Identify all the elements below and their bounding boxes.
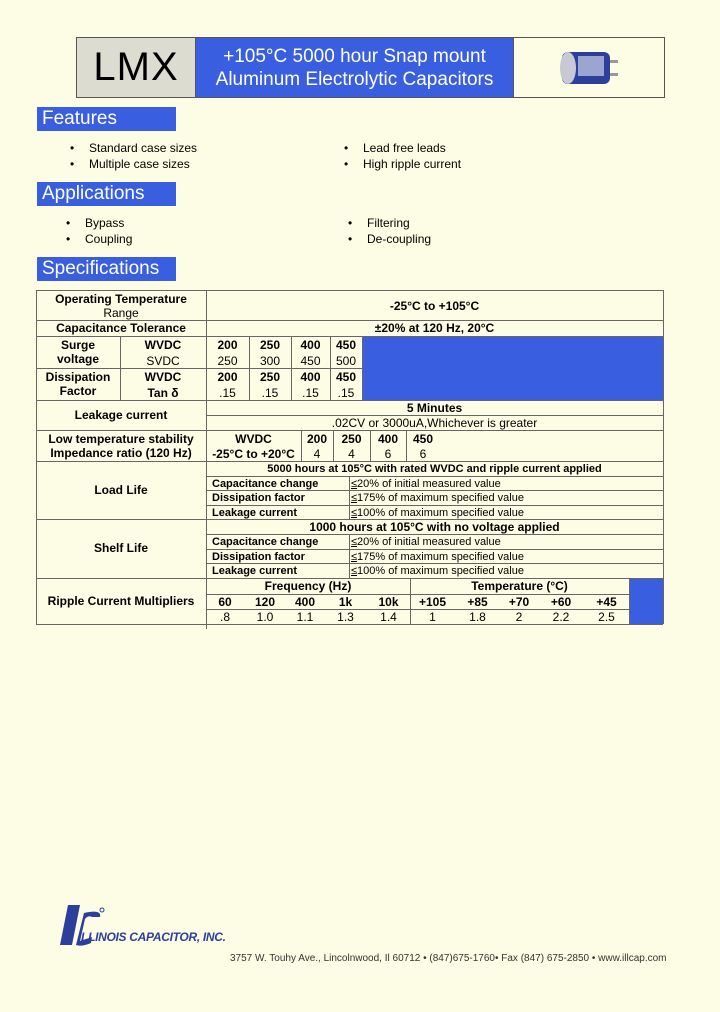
lowtemp-wvdc-label: WVDC [235,432,272,446]
model-name: LMX [77,38,196,97]
feature-item: • Lead free leads [344,141,446,155]
application-item: • Coupling [66,232,133,246]
load-life-row-label: Dissipation factor [212,492,305,504]
blue-fill [629,579,663,624]
blue-fill [362,336,663,400]
surge-wvdc-cell: 200 [217,338,238,352]
op-temp-value: -25°C to +105°C [389,299,480,313]
ripple-col-head: +105 [418,595,447,609]
lowtemp-volt-cell: 400 [377,432,399,446]
load-life-row-label: Leakage current [212,507,297,519]
surge-svdc-cell: 300 [259,354,281,368]
ripple-col-head: +45 [596,595,617,609]
load-life-row-value: ≤100% of maximum specified value [351,507,524,519]
header-banner [76,37,665,98]
df-tan-cell: .15 [261,386,279,400]
ripple-col-value: 2.5 [598,610,615,624]
lowtemp-ratio-cell: 4 [313,447,321,461]
surge-svdc-cell: 450 [300,354,321,368]
load-life-row-label: Capacitance change [212,478,319,490]
shelf-life-row-value: ≤100% of maximum specified value [351,565,524,577]
feature-item: • Multiple case sizes [70,157,190,171]
shelf-life-row-label: Capacitance change [212,536,319,548]
df-tan-cell: .15 [337,386,355,400]
ripple-col-head: +85 [467,595,488,609]
leakage-value: .02CV or 3000uA,Whichever is greater [331,416,538,430]
leakage-time: 5 Minutes [406,401,463,415]
shelf-life-row-value: ≤175% of maximum specified value [351,551,524,563]
feature-item: • High ripple current [344,157,462,171]
application-item: • Bypass [66,216,125,230]
ripple-col-head: 400 [294,595,316,609]
ripple-col-head: +60 [550,595,572,609]
ripple-col-head: 1k [338,595,353,609]
cap-tol-value: ±20% at 120 Hz, 20°C [374,321,495,335]
df-wvdc-cell: 400 [300,370,321,384]
ripple-col-value: 1.4 [380,610,397,624]
tan-delta-label: Tan δ [147,386,179,400]
df-tan-cell: .15 [302,386,319,400]
shelf-life-label: Shelf Life [93,541,148,555]
surge-label: Surge voltage [56,338,99,366]
shelf-life-head: 1000 hours at 105°C with no voltage applied [309,520,560,534]
application-item: • Filtering [348,216,410,230]
lowtemp-ratio-cell: 4 [348,447,355,461]
cap-tol-label: Capacitance Tolerance [56,321,186,335]
load-life-row-value: ≤20% of initial measured value [351,478,501,490]
ripple-col-head: +70 [508,595,530,609]
temperature-head: Temperature (°C) [471,579,568,593]
wvdc-label: WVDC [144,338,182,352]
leakage-label: Leakage current [74,408,168,422]
shelf-life-row-label: Dissipation factor [212,551,305,563]
applications-heading: Applications [37,182,176,206]
load-life-row-value: ≤175% of maximum specified value [351,492,524,504]
df-wvdc-cell: 250 [259,370,281,384]
df-tan-cell: .15 [219,386,236,400]
capacitor-image [514,38,664,97]
ripple-col-value: 2.2 [552,610,570,624]
surge-wvdc-cell: 250 [259,338,281,352]
ripple-col-head: 10k [378,595,399,609]
lowtemp-volt-cell: 200 [306,432,328,446]
product-title [196,38,514,97]
surge-wvdc-cell: 400 [300,338,321,352]
title-line-1: +105°C 5000 hour Snap mount [223,45,486,67]
df-label: Dissipation Factor [45,370,111,398]
svdc-label: SVDC [146,354,180,368]
features-heading: Features [37,107,176,131]
shelf-life-row-label: Leakage current [212,565,297,577]
company-address: 3757 W. Touhy Ave., Lincolnwood, Il 60712 • (847)675-1760• Fax (847) 675-2850 • www.illcap.com [230,953,667,964]
ripple-col-value: 1 [429,610,436,624]
df-wvdc-cell: 200 [217,370,238,384]
company-logo [58,903,228,954]
surge-wvdc-cell: 450 [335,338,357,352]
ripple-col-value: 1.8 [469,610,486,624]
company-name: ILLINOIS CAPACITOR, INC. [78,930,226,944]
ripple-col-value: 2 [515,610,523,624]
lowtemp-ratio-cell: 6 [384,447,392,461]
ripple-col-value: 1.0 [256,610,274,624]
lowtemp-label: Low temperature stability Impedance ratio (120 Hz) [48,432,194,460]
ripple-label: Ripple Current Multipliers [47,594,195,608]
lowtemp-volt-cell: 450 [412,432,434,446]
ripple-col-value: 1.3 [337,610,354,624]
feature-item: • Standard case sizes [70,141,198,155]
surge-svdc-cell: 500 [335,354,357,368]
frequency-head: Frequency (Hz) [264,579,352,593]
op-temp-label: Operating Temperature Range [55,292,187,320]
surge-svdc-cell: 250 [217,354,238,368]
lowtemp-volt-cell: 250 [341,432,362,446]
load-life-label: Load Life [94,483,148,497]
application-item: • De-coupling [348,232,432,246]
shelf-life-row-value: ≤20% of initial measured value [351,536,501,548]
ripple-col-head: 120 [254,595,276,609]
df-wvdc-label: WVDC [144,370,182,384]
lowtemp-range: -25°C to +20°C [212,447,295,461]
load-life-head: 5000 hours at 105°C with rated WVDC and ripple current applied [267,463,602,475]
ripple-col-value: .8 [219,610,230,624]
specifications-heading: Specifications [37,257,176,281]
df-wvdc-cell: 450 [335,370,357,384]
lowtemp-ratio-cell: 6 [419,447,427,461]
ripple-col-value: 1.1 [296,610,314,624]
ripple-col-head: 60 [218,595,232,609]
title-line-2: Aluminum Electrolytic Capacitors [215,68,494,90]
